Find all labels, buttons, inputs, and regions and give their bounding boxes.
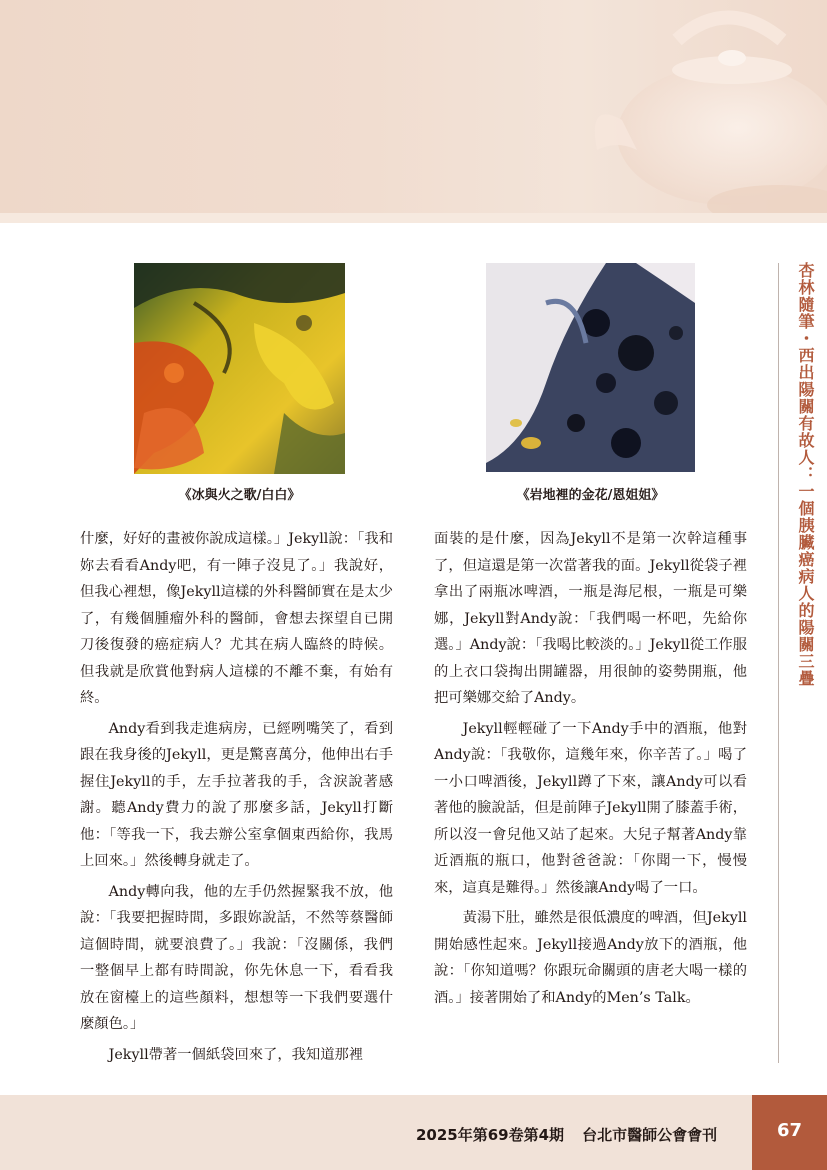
- paragraph: Andy看到我走進病房，已經咧嘴笑了，看到跟在我身後的Jekyll，更是驚喜萬分，他伸出右手握住Jekyll的手，左手拉著我的手，含淚說著感謝。聽Andy費力的說了那麼多話，Jekyll打斷他：「等我一下，我去辦公室拿個東西給你，我馬上回來。」然後轉身就走了。: [80, 720, 393, 869]
- paragraph: 面裝的是什麼，因為Jekyll不是第一次幹這種事了，但這還是第一次當著我的面。Jekyll從袋子裡拿出了兩瓶冰啤酒，一瓶是海尼根，一瓶是可樂娜，Jekyll對Andy說：「我們喝一杯吧，先給你選。」Andy說：「我喝比較淡的。」Jekyll從工作服的上衣口袋掏出開罐器，用很帥的姿勢開瓶，他把可樂娜交給了Andy。: [434, 531, 747, 706]
- header-band: [0, 0, 827, 213]
- left-column: [80, 526, 393, 1072]
- paragraph: 黃湯下肚，雖然是很低濃度的啤酒，但Jekyll開始感性起來。Jekyll接過Andy放下的酒瓶，他說：「你知道嗎？你跟玩命關頭的唐老大喝一樣的酒。」接著開始了和Andy的Men’s Talk。: [434, 910, 747, 1006]
- paragraph: Jekyll輕輕碰了一下Andy手中的酒瓶，他對Andy說：「我敬你，這幾年來，你辛苦了。」喝了一小口啤酒後，Jekyll蹲了下來，讓Andy可以看著他的臉說話，但是前陣子Jekyll開了膝蓋手術，所以沒一會兒他又站了起來。大兒子幫著Andy靠近酒瓶的瓶口，他對爸爸說：「你聞一下，慢慢來，這真是難得。」然後讓Andy喝了一口。: [434, 720, 747, 896]
- teapot-illustration: [527, 0, 827, 213]
- paragraph: Andy轉向我，他的左手仍然握緊我不放，他說：「我要把握時間，多跟妳說話，不然等蔡醫師這個時間，就要浪費了。」我說：「沒關係，我們一整個早上都有時間說，你先休息一下，看看我放在窗檯上的這些顏料，想想等一下我們要選什麼顏色。」: [80, 883, 393, 1032]
- vertical-rule: [778, 263, 779, 1063]
- paragraph: Jekyll帶著一個紙袋回來了，我知道那裡: [108, 1046, 364, 1063]
- right-column: [434, 526, 747, 1015]
- caption-left: 《冰與火之歌/白白》: [178, 488, 301, 503]
- paragraph: 什麼，好好的畫被你說成這樣。」Jekyll說：「我和妳去看看Andy吧，有一陣子沒見了。」我說好，但我心裡想，像Jekyll這樣的外科醫師實在是太少了，有幾個腫瘤外科的醫師，會想去探望自已開刀後復發的癌症病人？尤其在病人臨終的時候。但我就是欣賞他對病人這樣的不離不棄，有始有終。: [80, 531, 393, 706]
- caption-right: 《岩地裡的金花/恩姐姐》: [516, 488, 665, 503]
- footer-issue-info: [416, 1124, 717, 1145]
- page-number: 67: [776, 1120, 803, 1141]
- journal-name: 台北市醫師公會會刊: [582, 1126, 718, 1144]
- issue-label: 2025年第69卷第4期: [416, 1126, 565, 1144]
- section-title: 杏林隨筆・西出陽關有故人：一個胰臟癌病人的陽關三疊: [796, 262, 815, 687]
- header-stripe: [0, 213, 827, 223]
- painting-golden-flower: [486, 263, 695, 472]
- painting-ice-and-fire: [134, 263, 345, 474]
